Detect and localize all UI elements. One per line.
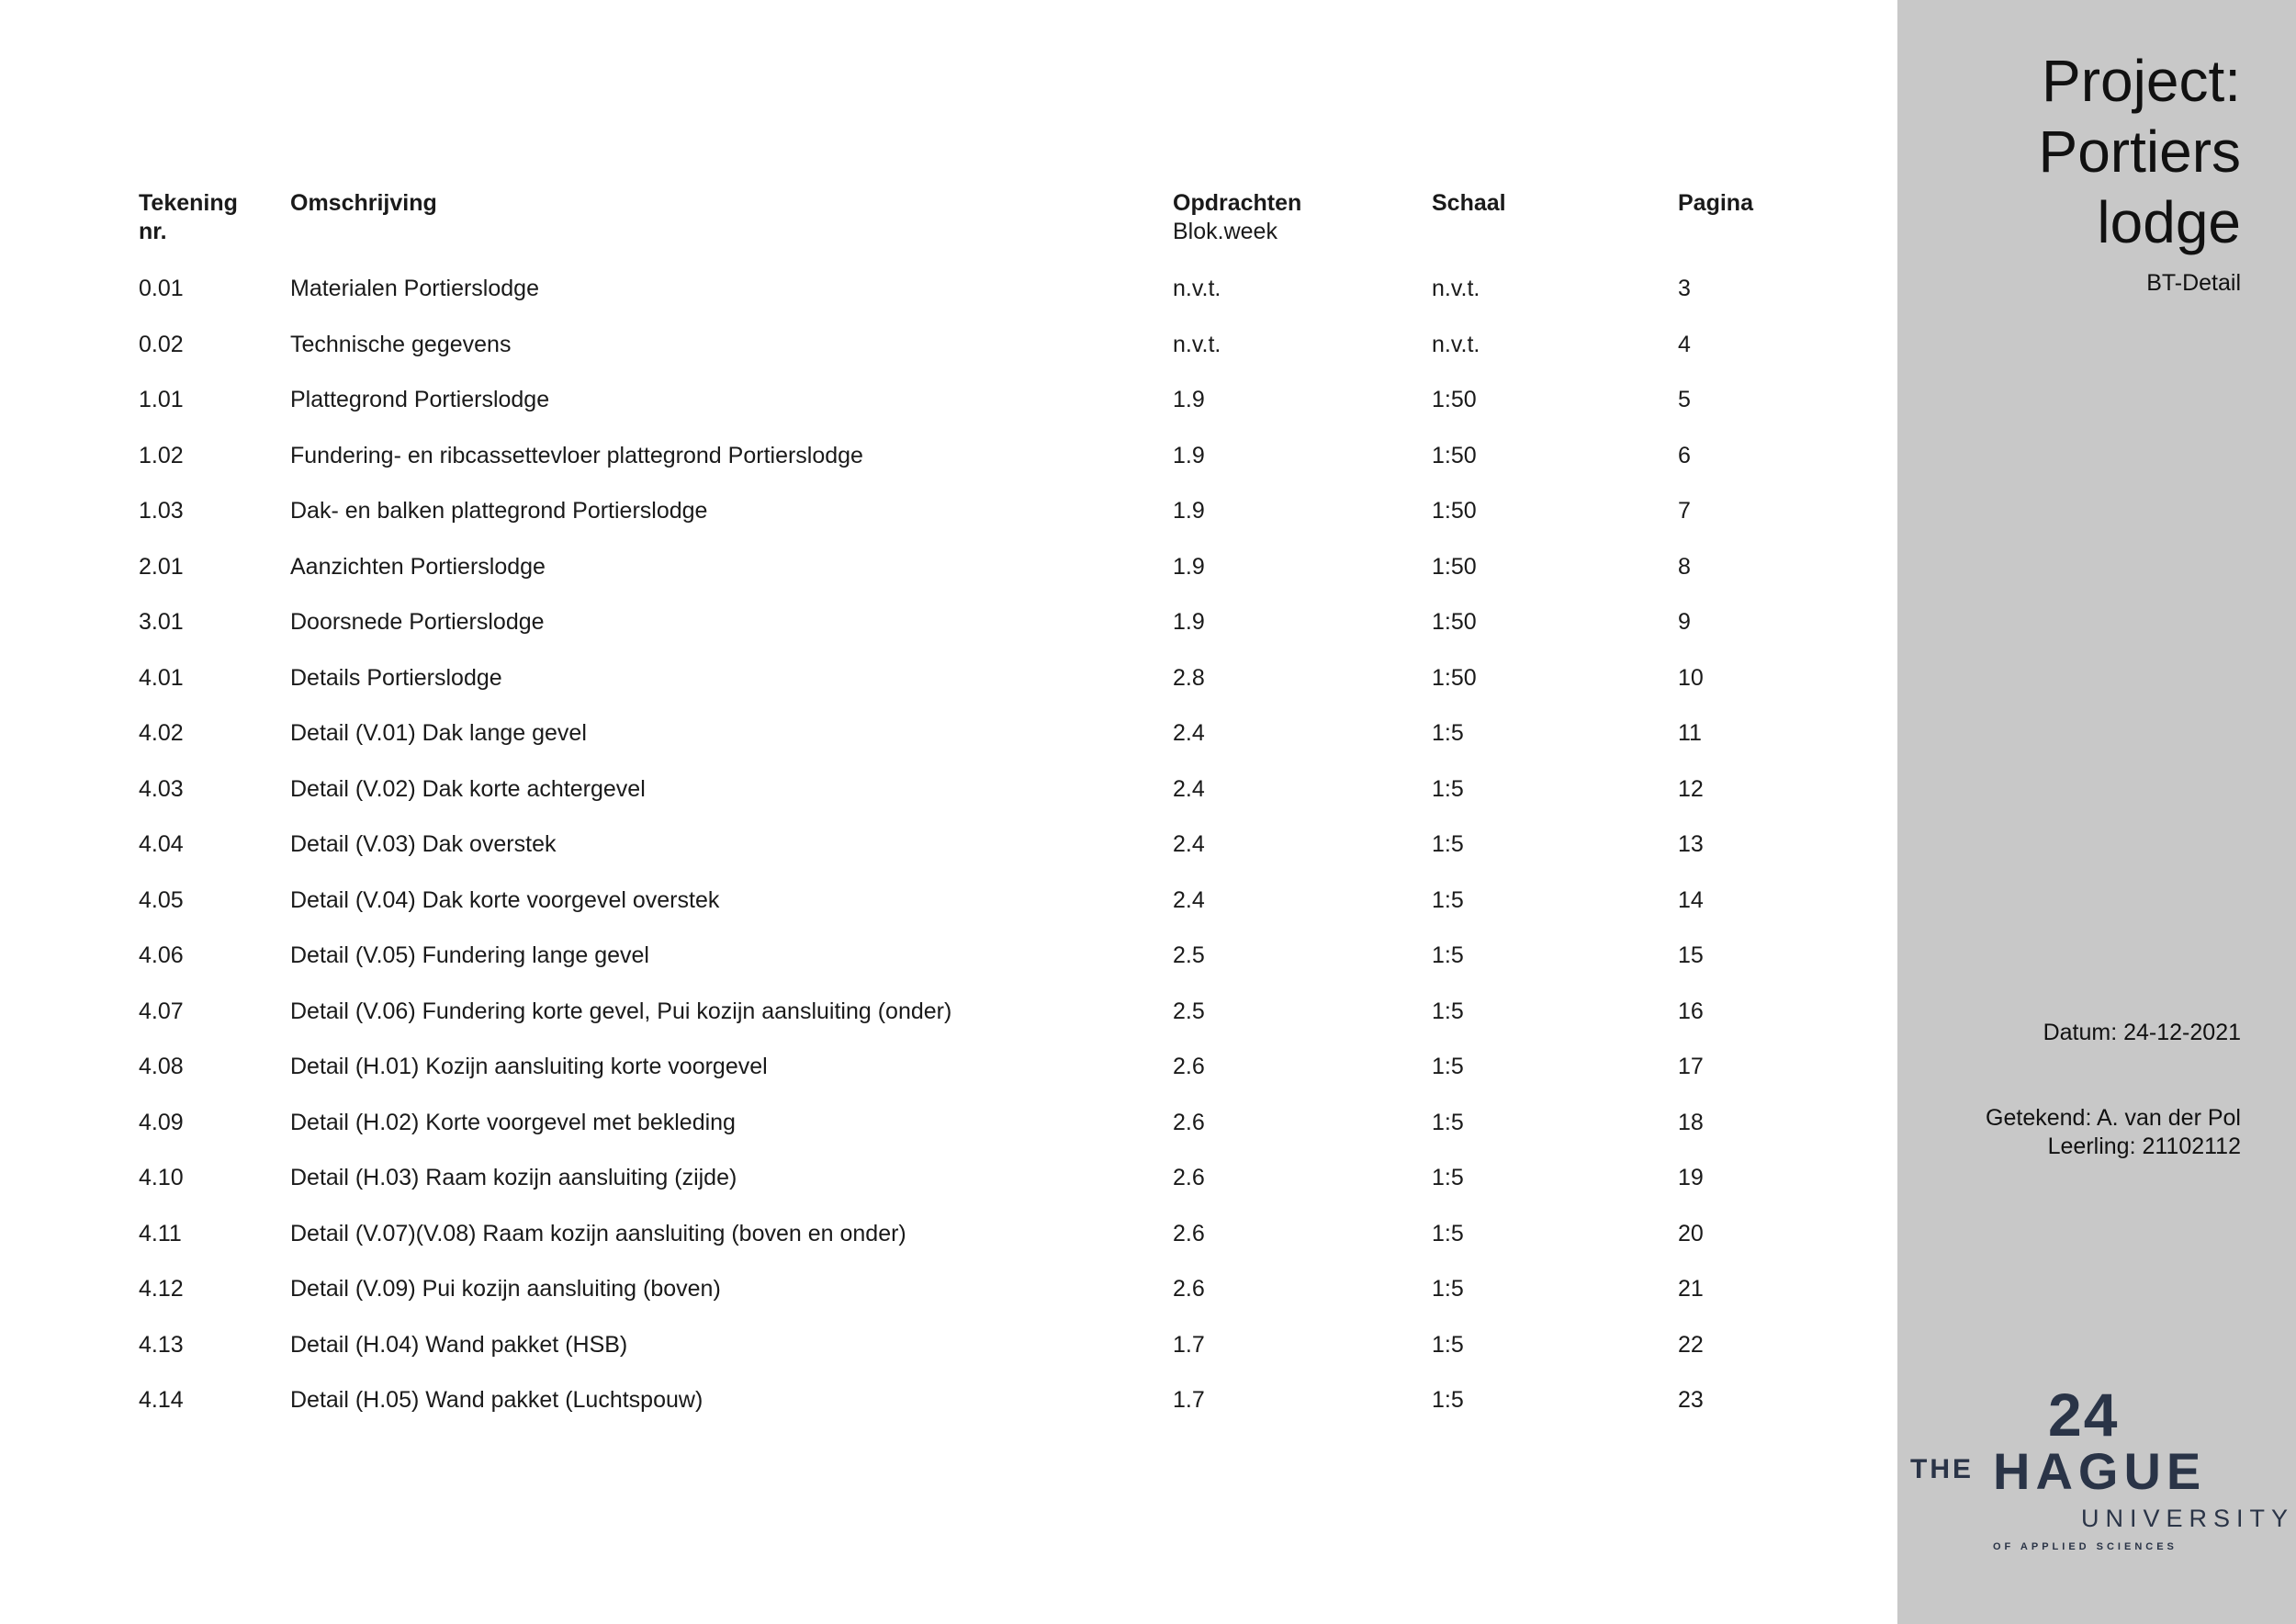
cell-pagina: 22 — [1678, 1331, 1704, 1358]
date-label: Datum: 24-12-2021 — [2043, 1020, 2241, 1045]
cell-omschrijving: Doorsnede Portierslodge — [290, 609, 545, 635]
cell-pagina: 12 — [1678, 775, 1704, 802]
table-row — [0, 1327, 1897, 1383]
cell-schaal: 1:5 — [1432, 1387, 1464, 1413]
cell-opdrachten: 2.6 — [1173, 1165, 1205, 1190]
cell-pagina: 17 — [1678, 1054, 1704, 1079]
cell-omschrijving: Detail (H.04) Wand pakket (HSB) — [290, 1331, 628, 1358]
header-pagina: Pagina — [1678, 190, 1753, 216]
cell-pagina: 20 — [1678, 1220, 1704, 1246]
cell-tekening-nr: 4.08 — [139, 1054, 184, 1079]
cell-schaal: 1:5 — [1432, 998, 1464, 1024]
cell-opdrachten: 2.6 — [1173, 1276, 1205, 1302]
header-opdrachten-label: Opdrachten — [1173, 190, 1302, 216]
cell-tekening-nr: 4.04 — [139, 831, 184, 857]
cell-tekening-nr: 4.13 — [139, 1331, 184, 1358]
cell-omschrijving: Detail (V.03) Dak overstek — [290, 831, 557, 857]
cell-omschrijving: Dak- en balken plattegrond Portierslodge — [290, 498, 708, 524]
cell-pagina: 14 — [1678, 886, 1704, 913]
cell-schaal: 1:5 — [1432, 886, 1464, 913]
cell-schaal: 1:5 — [1432, 1331, 1464, 1358]
cell-pagina: 15 — [1678, 942, 1704, 968]
cell-tekening-nr: 4.14 — [139, 1387, 184, 1413]
cell-pagina: 16 — [1678, 998, 1704, 1024]
header-opdrachten — [1173, 189, 1412, 246]
cell-tekening-nr: 4.07 — [139, 998, 184, 1024]
table-row — [0, 772, 1897, 828]
cell-omschrijving: Detail (V.07)(V.08) Raam kozijn aansluiting (boven en onder) — [290, 1220, 906, 1246]
cell-omschrijving: Aanzichten Portierslodge — [290, 553, 546, 580]
table-row — [0, 271, 1897, 327]
table-row — [0, 1216, 1897, 1272]
cell-tekening-nr: 4.03 — [139, 775, 184, 802]
cell-schaal: 1:5 — [1432, 1276, 1464, 1302]
cell-schaal: 1:5 — [1432, 1165, 1464, 1190]
cell-tekening-nr: 4.09 — [139, 1109, 184, 1135]
student-number-label: Leerling: 21102112 — [2047, 1133, 2241, 1159]
cell-schaal: n.v.t. — [1432, 276, 1480, 301]
table-row — [0, 994, 1897, 1050]
table-row — [0, 604, 1897, 660]
cell-pagina: 3 — [1678, 276, 1691, 301]
cell-schaal: 1:50 — [1432, 387, 1477, 412]
cell-omschrijving: Plattegrond Portierslodge — [290, 387, 550, 412]
table-row — [0, 1271, 1897, 1327]
cell-pagina: 23 — [1678, 1387, 1704, 1413]
header-tekening-label: Tekening — [139, 190, 238, 216]
cell-pagina: 7 — [1678, 498, 1691, 524]
table-header — [0, 189, 1897, 254]
author-block — [1986, 1104, 2241, 1161]
cell-tekening-nr: 3.01 — [139, 609, 184, 635]
cell-opdrachten: n.v.t. — [1173, 276, 1221, 301]
project-title: Project: Portiers lodge — [2038, 48, 2241, 255]
cell-tekening-nr: 4.02 — [139, 720, 184, 746]
header-tekening-nr — [139, 189, 276, 246]
cell-opdrachten: 1.9 — [1173, 498, 1205, 524]
cell-opdrachten: 2.6 — [1173, 1220, 1205, 1246]
cell-omschrijving: Detail (H.01) Kozijn aansluiting korte voorgevel — [290, 1054, 768, 1079]
cell-opdrachten: 2.6 — [1173, 1054, 1205, 1079]
cell-tekening-nr: 0.01 — [139, 276, 184, 301]
table-row — [0, 382, 1897, 438]
cell-omschrijving: Detail (H.02) Korte voorgevel met bekleding — [290, 1109, 736, 1135]
project-subtitle: BT-Detail — [2146, 270, 2241, 296]
cell-tekening-nr: 1.01 — [139, 387, 184, 412]
header-schaal: Schaal — [1432, 190, 1506, 216]
cell-tekening-nr: 4.10 — [139, 1165, 184, 1190]
cell-schaal: 1:5 — [1432, 942, 1464, 968]
cell-tekening-nr: 4.01 — [139, 664, 184, 691]
logo-applied-sciences: OF APPLIED SCIENCES — [1993, 1541, 2178, 1552]
table-row — [0, 493, 1897, 549]
cell-tekening-nr: 4.12 — [139, 1276, 184, 1302]
cell-opdrachten: 2.8 — [1173, 664, 1205, 691]
table-row — [0, 883, 1897, 939]
table-row — [0, 1160, 1897, 1216]
cell-opdrachten: 2.4 — [1173, 886, 1205, 913]
table-row — [0, 1382, 1897, 1438]
cell-schaal: 1:50 — [1432, 553, 1477, 580]
cell-tekening-nr: 4.06 — [139, 942, 184, 968]
logo-university: UNIVERSITY — [2081, 1505, 2295, 1532]
cell-omschrijving: Detail (H.05) Wand pakket (Luchtspouw) — [290, 1387, 703, 1413]
cell-schaal: n.v.t. — [1432, 331, 1480, 357]
cell-schaal: 1:50 — [1432, 442, 1477, 468]
drawing-list — [0, 271, 1897, 1438]
cell-pagina: 6 — [1678, 442, 1691, 468]
table-row — [0, 938, 1897, 994]
hague-university-logo — [1910, 1378, 2295, 1562]
cell-pagina: 19 — [1678, 1165, 1704, 1190]
table-row — [0, 438, 1897, 494]
cell-pagina: 4 — [1678, 331, 1691, 357]
cell-tekening-nr: 4.11 — [139, 1220, 182, 1246]
cell-omschrijving: Detail (H.03) Raam kozijn aansluiting (zijde) — [290, 1165, 737, 1190]
cell-pagina: 9 — [1678, 609, 1691, 635]
header-nr-label: nr. — [139, 219, 167, 244]
cell-omschrijving: Detail (V.05) Fundering lange gevel — [290, 942, 649, 968]
cell-omschrijving: Detail (V.02) Dak korte achtergevel — [290, 775, 646, 802]
cell-opdrachten: n.v.t. — [1173, 331, 1221, 357]
cell-pagina: 10 — [1678, 664, 1704, 691]
cell-omschrijving: Fundering- en ribcassettevloer plattegrond Portierslodge — [290, 442, 863, 468]
cell-opdrachten: 1.9 — [1173, 553, 1205, 580]
cell-tekening-nr: 2.01 — [139, 553, 184, 580]
cell-schaal: 1:5 — [1432, 1220, 1464, 1246]
cell-opdrachten: 1.7 — [1173, 1387, 1205, 1413]
cell-schaal: 1:5 — [1432, 1054, 1464, 1079]
cell-opdrachten: 2.4 — [1173, 775, 1205, 802]
cell-schaal: 1:5 — [1432, 831, 1464, 857]
logo-the: THE — [1910, 1454, 1974, 1484]
cell-opdrachten: 1.7 — [1173, 1331, 1205, 1358]
table-row — [0, 716, 1897, 772]
table-row — [0, 660, 1897, 716]
logo-number: 24 — [2048, 1381, 2120, 1449]
cell-tekening-nr: 4.05 — [139, 886, 184, 913]
cell-opdrachten: 2.6 — [1173, 1109, 1205, 1135]
cell-pagina: 5 — [1678, 387, 1691, 412]
cell-tekening-nr: 1.02 — [139, 442, 184, 468]
header-blokweek-label: Blok.week — [1173, 219, 1277, 244]
cell-omschrijving: Detail (V.01) Dak lange gevel — [290, 720, 587, 746]
cell-omschrijving: Detail (V.09) Pui kozijn aansluiting (boven) — [290, 1276, 721, 1302]
cell-schaal: 1:5 — [1432, 775, 1464, 802]
cell-schaal: 1:5 — [1432, 720, 1464, 746]
cell-pagina: 11 — [1678, 720, 1702, 746]
logo-hague: HAGUE — [1993, 1442, 2207, 1500]
cell-schaal: 1:5 — [1432, 1109, 1464, 1135]
cell-pagina: 18 — [1678, 1109, 1704, 1135]
cell-schaal: 1:50 — [1432, 609, 1477, 635]
drawn-by-label: Getekend: A. van der Pol — [1986, 1105, 2241, 1131]
table-row — [0, 1105, 1897, 1161]
cell-opdrachten: 1.9 — [1173, 387, 1205, 412]
cell-omschrijving: Details Portierslodge — [290, 664, 502, 691]
cell-tekening-nr: 0.02 — [139, 331, 184, 357]
cell-tekening-nr: 1.03 — [139, 498, 184, 524]
cell-omschrijving: Detail (V.06) Fundering korte gevel, Pui kozijn aansluiting (onder) — [290, 998, 952, 1024]
cell-pagina: 13 — [1678, 831, 1704, 857]
table-row — [0, 827, 1897, 883]
header-omschrijving: Omschrijving — [290, 190, 437, 216]
table-row — [0, 1049, 1897, 1105]
cell-schaal: 1:50 — [1432, 498, 1477, 524]
cell-opdrachten: 2.4 — [1173, 831, 1205, 857]
cell-omschrijving: Technische gegevens — [290, 331, 512, 357]
cell-opdrachten: 2.5 — [1173, 942, 1205, 968]
cell-opdrachten: 1.9 — [1173, 609, 1205, 635]
cell-schaal: 1:50 — [1432, 664, 1477, 691]
cell-opdrachten: 2.5 — [1173, 998, 1205, 1024]
cell-pagina: 8 — [1678, 553, 1691, 580]
table-row — [0, 549, 1897, 605]
cell-opdrachten: 2.4 — [1173, 720, 1205, 746]
cell-omschrijving: Detail (V.04) Dak korte voorgevel overstek — [290, 886, 720, 913]
cell-pagina: 21 — [1678, 1276, 1704, 1302]
cell-opdrachten: 1.9 — [1173, 442, 1205, 468]
table-row — [0, 327, 1897, 383]
cell-omschrijving: Materialen Portierslodge — [290, 276, 539, 301]
